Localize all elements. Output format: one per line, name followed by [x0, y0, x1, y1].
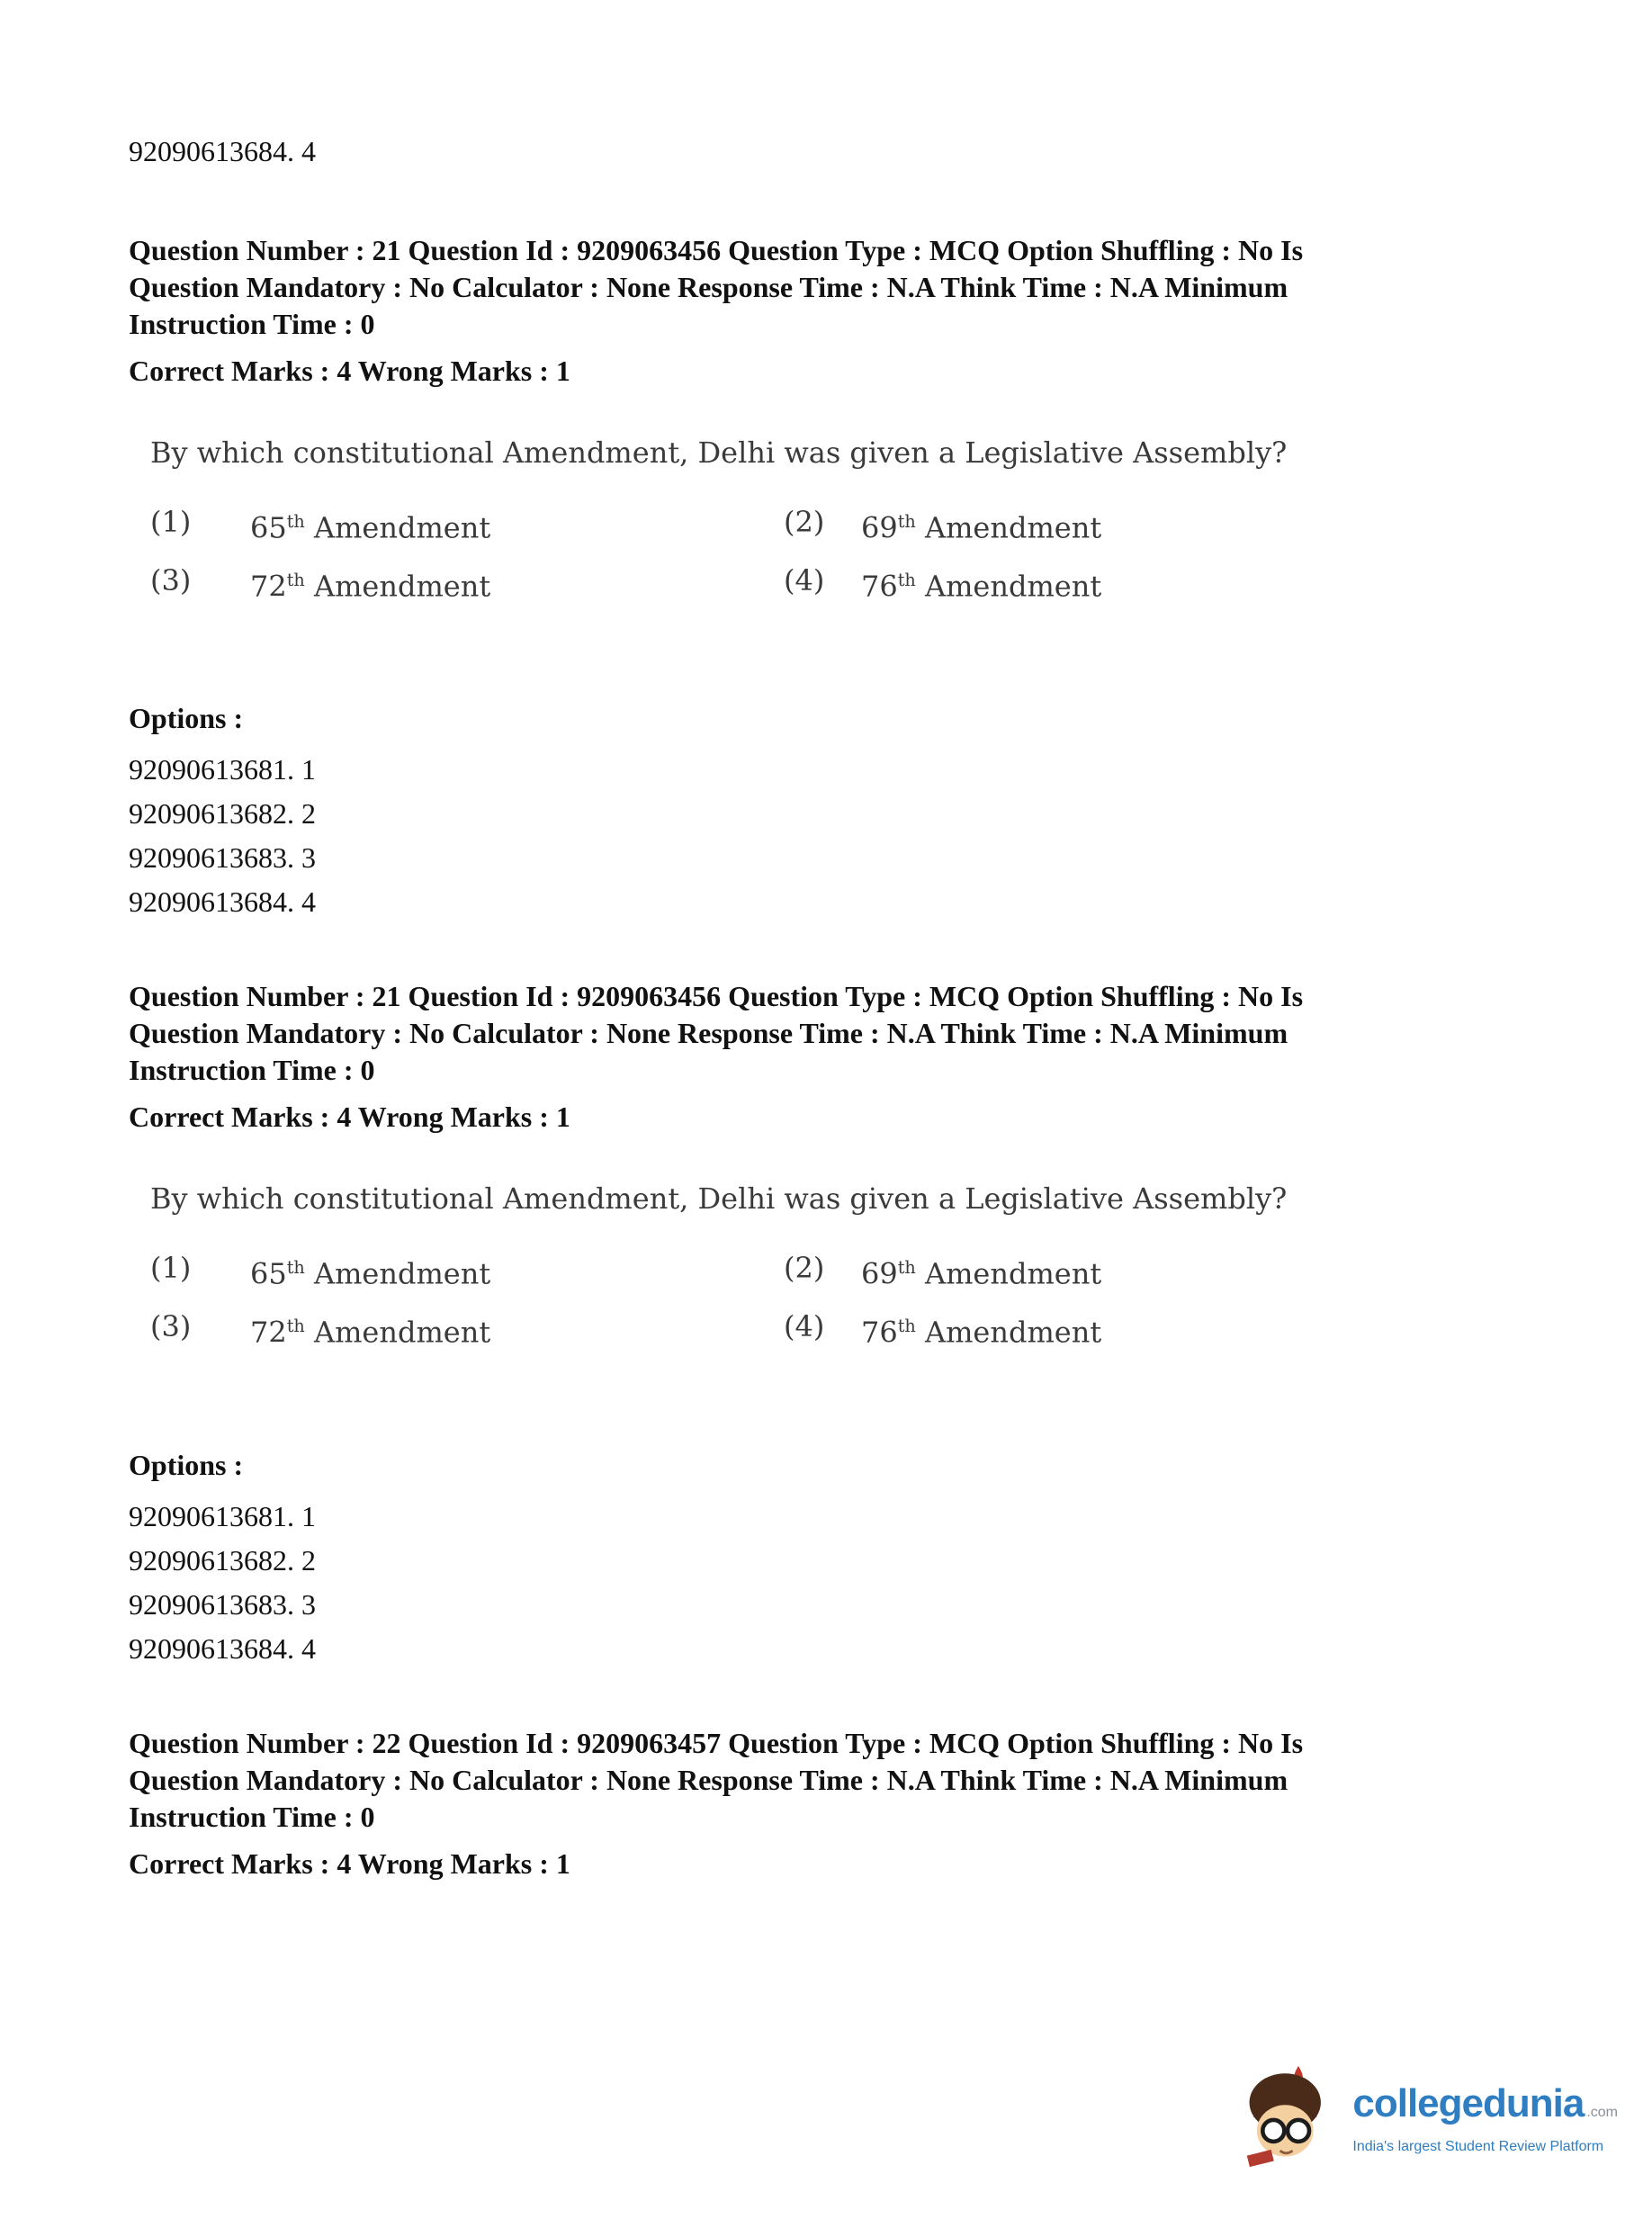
choice-grid [150, 1251, 1598, 1349]
logo-text [1352, 2083, 1618, 2155]
option-id: 92090613682. 2 [129, 1543, 316, 1577]
marks-line: Correct Marks : 4 Wrong Marks : 1 [129, 355, 570, 387]
choice-value: 72 [250, 1315, 287, 1350]
logo-name-text: collegedunia [1352, 2081, 1585, 2125]
choice-number: (4) [784, 1308, 825, 1343]
choice-value: 69 [861, 510, 898, 545]
logo-tld: .com [1586, 2105, 1618, 2120]
options-heading: Options : [129, 1448, 244, 1481]
question-meta [129, 978, 1598, 1089]
choice-ordinal-sup: th [897, 569, 916, 590]
choice-text: Amendment [313, 1315, 491, 1350]
question-meta [129, 1725, 1598, 1836]
meta-line: Question Mandatory : No Calculator : None Response Time : N.A Think Time : N.A Minimum [129, 271, 1288, 303]
choice-number: (3) [150, 1308, 192, 1343]
options-heading: Options : [129, 702, 244, 735]
previous-option-id: 92090613684. 4 [129, 135, 316, 167]
question-meta [129, 232, 1598, 343]
choice-label [861, 563, 1598, 604]
question-block-21-repeat [129, 978, 1598, 1670]
choice-value: 69 [861, 1256, 898, 1291]
question-text: By which constitutional Amendment, Delhi was given a Legislative Assembly? [150, 436, 1288, 470]
choice-text: Amendment [924, 569, 1102, 604]
marks-line: Correct Marks : 4 Wrong Marks : 1 [129, 1846, 570, 1880]
choice-ordinal-sup: th [286, 569, 305, 590]
meta-line: Instruction Time : 0 [129, 308, 375, 340]
choice-text: Amendment [924, 1256, 1102, 1291]
meta-line: Question Mandatory : No Calculator : None Response Time : N.A Think Time : N.A Minimum [129, 1017, 1288, 1050]
option-id-list [129, 1495, 1598, 1671]
collegedunia-logo [1234, 2062, 1618, 2176]
choice-ordinal-sup: th [286, 511, 305, 532]
collegedunia-mascot-icon [1234, 2062, 1342, 2176]
choice-number: (3) [150, 562, 192, 597]
option-id: 92090613684. 4 [129, 1631, 316, 1665]
choice-value: 65 [250, 1256, 287, 1291]
option-id: 92090613681. 1 [129, 753, 316, 786]
choice-ordinal-sup: th [897, 511, 916, 532]
choice-label [250, 1309, 784, 1350]
choice-number: (1) [150, 505, 192, 539]
option-id: 92090613683. 3 [129, 1587, 316, 1621]
choice-value: 72 [250, 569, 287, 604]
choice-ordinal-sup: th [897, 1315, 916, 1336]
choice-value: 76 [861, 1315, 898, 1350]
option-id-list [129, 748, 1598, 924]
choice-number: (2) [784, 505, 825, 539]
choice-ordinal-sup: th [897, 1257, 916, 1279]
question-block-22 [129, 1725, 1598, 1882]
option-id: 92090613684. 4 [129, 885, 316, 919]
meta-line: Instruction Time : 0 [129, 1054, 375, 1087]
choice-number: (1) [150, 1251, 192, 1286]
logo-tagline: India's largest Student Review Platform [1352, 2139, 1604, 2154]
choice-value: 76 [861, 569, 898, 604]
question-block-21 [129, 232, 1598, 924]
option-id: 92090613683. 3 [129, 841, 316, 875]
choice-ordinal-sup: th [286, 1315, 305, 1336]
meta-line: Instruction Time : 0 [129, 1800, 375, 1833]
meta-line: Question Number : 22 Question Id : 9209063457 Question Type : MCQ Option Shuffling : No Is [129, 1726, 1304, 1759]
logo-wordmark [1352, 2083, 1618, 2134]
choice-text: Amendment [313, 569, 491, 604]
option-id: 92090613682. 2 [129, 797, 316, 831]
choice-number: (2) [784, 1251, 825, 1286]
meta-line: Question Number : 21 Question Id : 9209063456 Question Type : MCQ Option Shuffling : No Is [129, 980, 1304, 1013]
meta-line: Question Number : 21 Question Id : 9209063456 Question Type : MCQ Option Shuffling : No Is [129, 234, 1304, 266]
choice-text: Amendment [924, 1315, 1102, 1350]
choice-ordinal-sup: th [286, 1257, 305, 1279]
choice-label [861, 505, 1598, 545]
choice-label [250, 1251, 784, 1291]
choice-text: Amendment [313, 1256, 491, 1291]
choice-number: (4) [784, 562, 825, 597]
choice-label [861, 1309, 1598, 1350]
choice-label [250, 563, 784, 604]
choice-label [250, 505, 784, 545]
option-id: 92090613681. 1 [129, 1499, 316, 1532]
choice-label [861, 1251, 1598, 1291]
meta-line: Question Mandatory : No Calculator : None Response Time : N.A Think Time : N.A Minimum [129, 1763, 1288, 1796]
marks-line: Correct Marks : 4 Wrong Marks : 1 [129, 1101, 570, 1134]
choice-text: Amendment [924, 510, 1102, 545]
question-text: By which constitutional Amendment, Delhi was given a Legislative Assembly? [150, 1181, 1288, 1217]
document-page [129, 133, 1598, 1936]
choice-value: 65 [250, 510, 287, 545]
choice-text: Amendment [313, 510, 491, 545]
choice-grid [150, 505, 1598, 603]
